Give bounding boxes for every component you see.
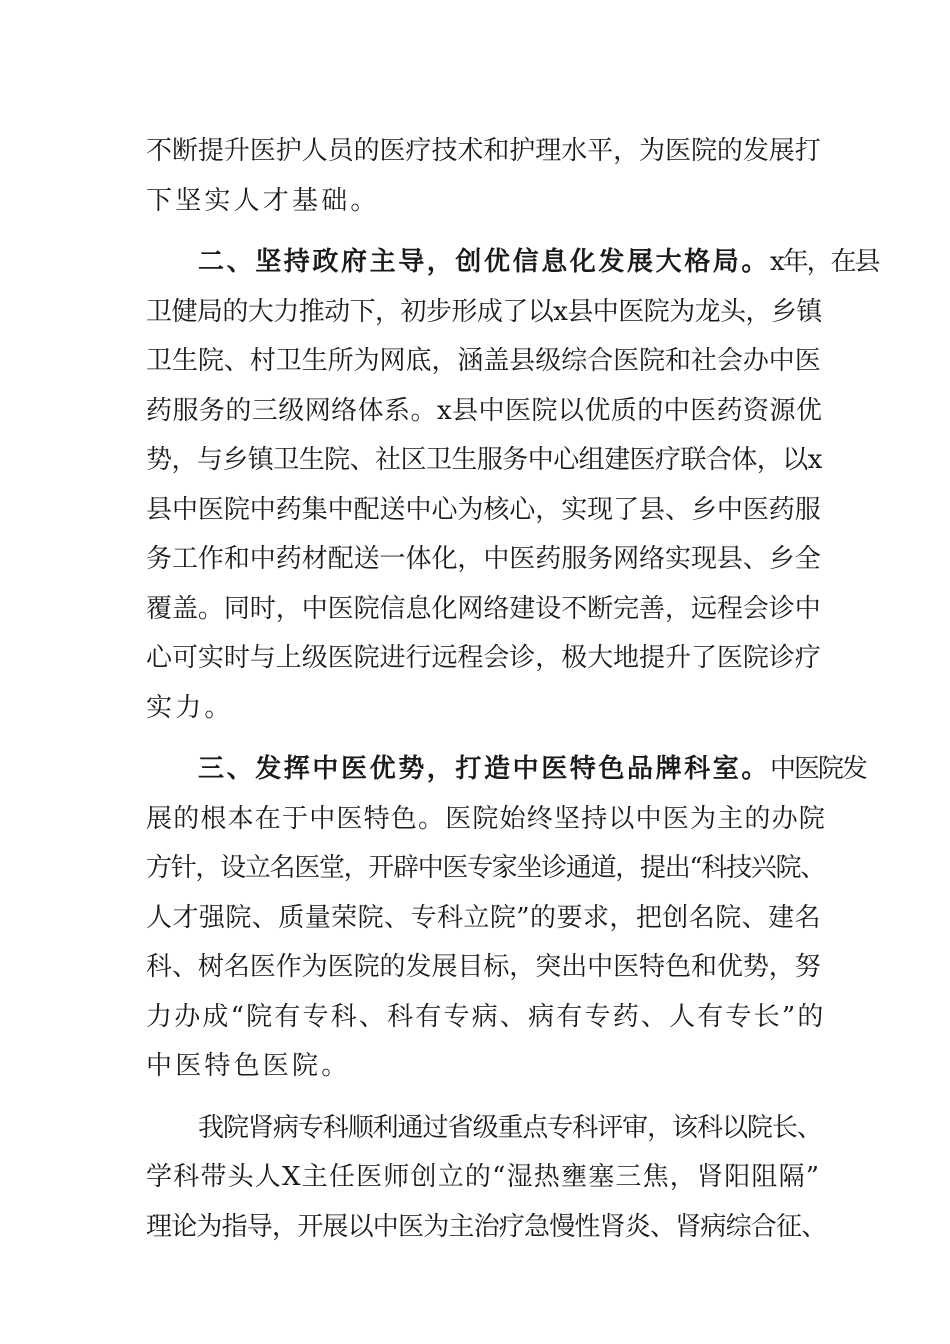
text-line: 务工作和中药材配送一体化，中医药服务网络实现县、乡全 (146, 544, 821, 574)
text-line: 展的根本在于中医特色。医院始终坚持以中医为主的办院 (146, 803, 827, 834)
section-heading: 二、坚持政府主导，创优信息化发展大格局。 (198, 247, 771, 277)
text-line: 卫生院、村卫生所为网底，涵盖县级综合医院和社会办中医 (146, 346, 821, 376)
text-line: 学科带头人X主任医师创立的“湿热壅塞三焦，肾阳阻隔” (146, 1162, 821, 1192)
text-line: 中医特色医院。 (146, 1051, 351, 1081)
paragraph-nephrology (146, 1104, 826, 1253)
paragraph-tcm-specialty (146, 745, 866, 1092)
text-run: 中医院发 (770, 754, 866, 784)
text-line: 不断提升医护人员的医疗技术和护理水平，为医院的发展打 (146, 136, 821, 166)
text-line: 下坚实人才基础。 (146, 185, 380, 216)
text-line: 我院肾病专科顺利通过省级重点专科评审，该科以院长、 (198, 1112, 822, 1143)
document-body (146, 127, 879, 1252)
paragraph-talent (146, 127, 826, 226)
text-run: x年，在县 (770, 247, 879, 277)
text-line (146, 238, 879, 288)
text-line: 力办成“院有专科、科有专病、病有专药、人有专长”的 (146, 1001, 826, 1032)
text-line: 县中医院中药集中配送中心为核心，实现了县、乡中医药服 (146, 494, 821, 525)
text-line: 方针，设立名医堂，开辟中医专家坐诊通道，提出“科技兴院、 (146, 853, 825, 883)
text-line: 卫健局的大力推动下，初步形成了以x县中医院为龙头，乡镇 (146, 296, 822, 327)
section-heading: 三、发挥中医优势，打造中医特色品牌科室。 (198, 754, 771, 784)
text-line: 人才强院、质量荣院、专科立院”的要求，把创名院、建名 (146, 902, 821, 933)
text-line: 理论为指导，开展以中医为主治疗急慢性肾炎、肾病综合征、 (146, 1211, 827, 1242)
text-line (146, 745, 866, 795)
text-line: 药服务的三级网络体系。x县中医院以优质的中医药资源优 (146, 395, 823, 426)
text-line: 覆盖。同时，中医院信息化网络建设不断完善，远程会诊中 (146, 593, 821, 624)
text-line: 科、树名医作为医院的发展目标，突出中医特色和优势，努 (146, 952, 821, 982)
text-line: 势，与乡镇卫生院、社区卫生服务中心组建医疗联合体，以x (146, 445, 822, 475)
text-line: 心可实时与上级医院进行远程会诊，极大地提升了医院诊疗 (146, 643, 821, 673)
paragraph-informatization (146, 238, 879, 733)
text-line: 实力。 (146, 692, 234, 723)
